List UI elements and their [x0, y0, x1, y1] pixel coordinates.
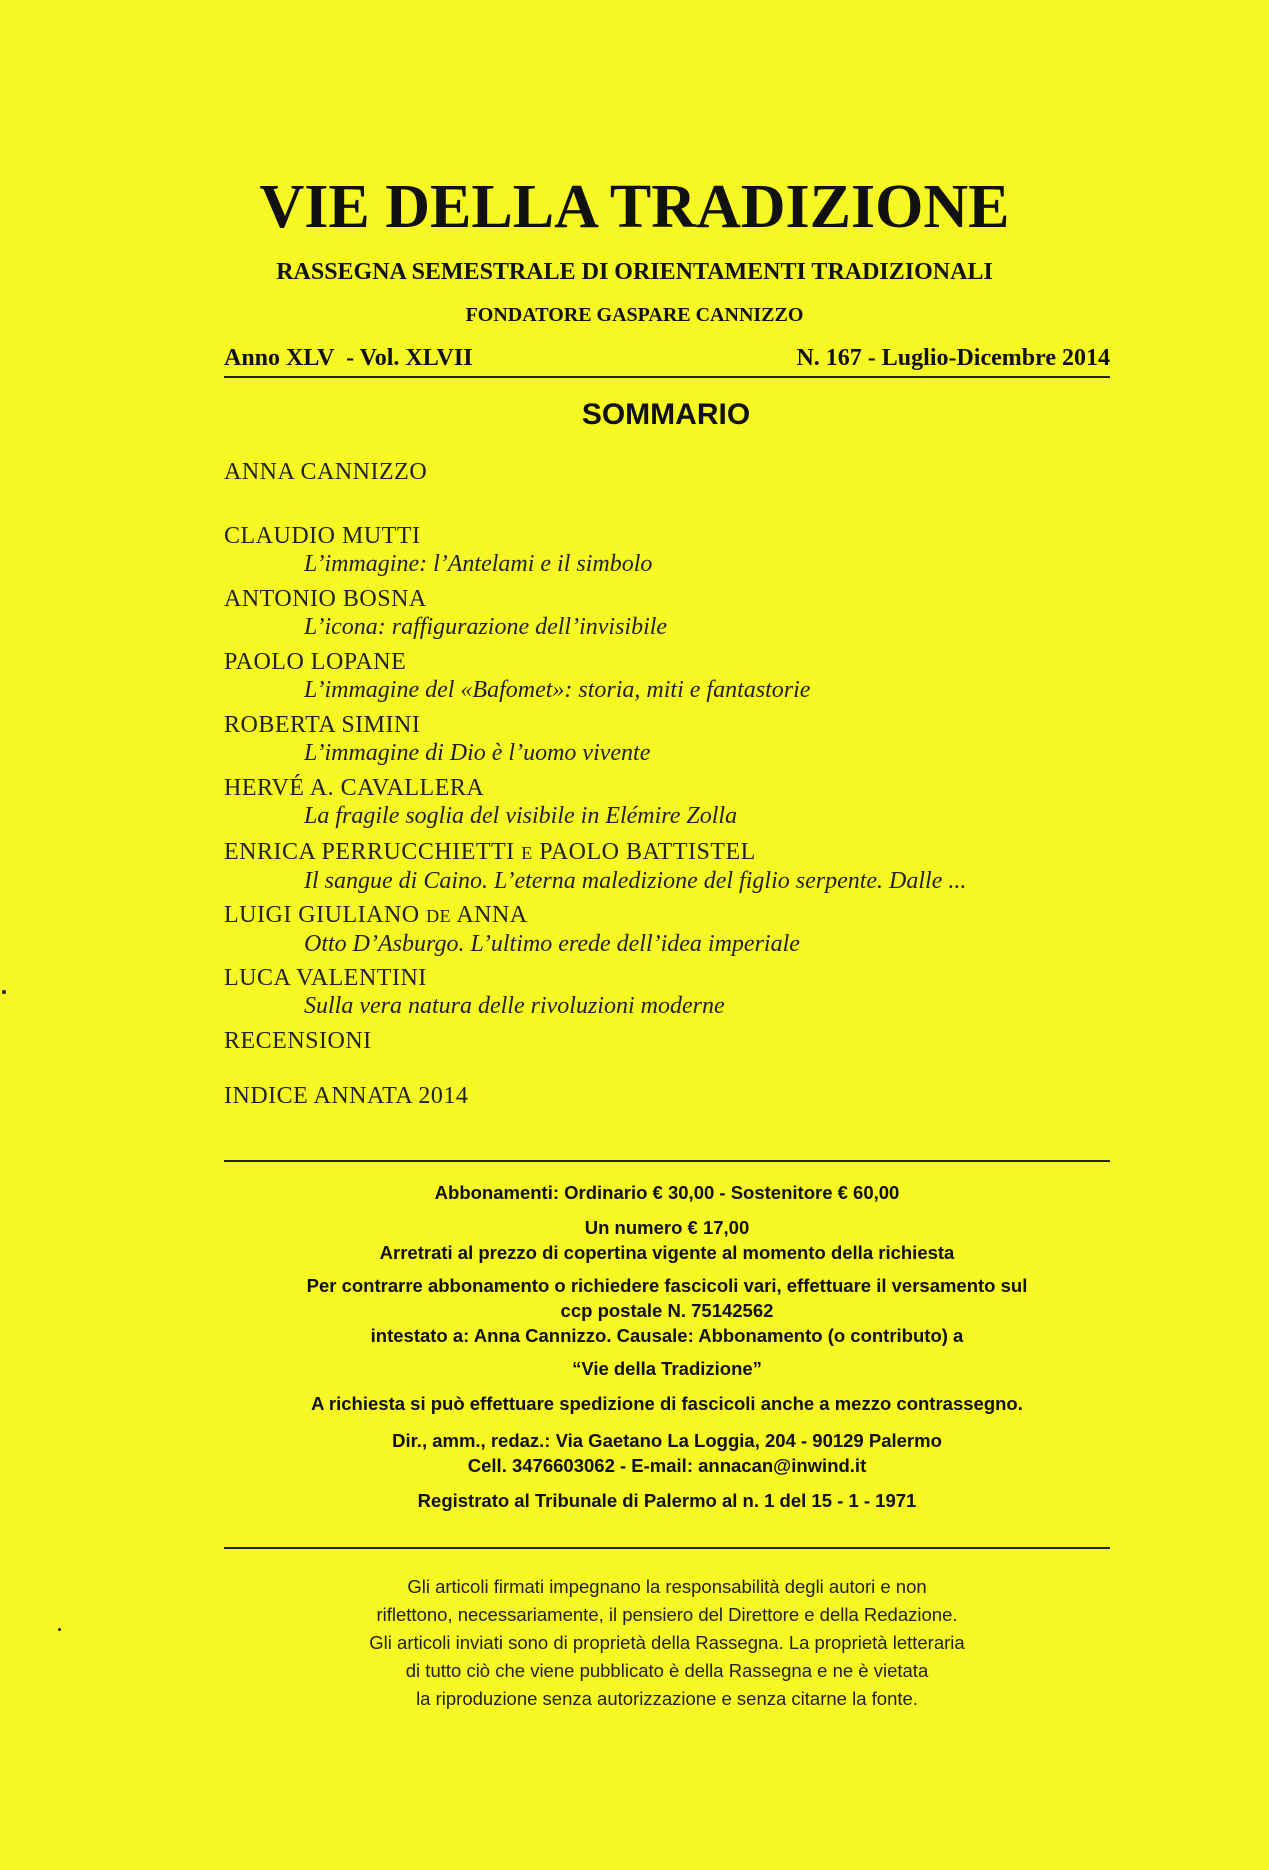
toc-author-second: ANNA — [456, 902, 528, 928]
volume-info: Anno XLV - Vol. XLVII — [224, 345, 473, 371]
disclaimer-line: Gli articoli firmati impegnano la responsabilità degli autori e non — [407, 1576, 927, 1597]
payment-instructions: Per contrarre abbonamento o richiedere fascicoli vari, effettuare il versamento sul — [306, 1275, 1028, 1296]
toc-author: LUCA VALENTINI — [224, 965, 427, 991]
toc-title: L’immagine di Dio è l’uomo vivente — [304, 740, 651, 766]
divider-top — [224, 1160, 1110, 1162]
toc-author-line — [224, 838, 1124, 867]
toc-entry — [224, 964, 1124, 1020]
sommario-heading: SOMMARIO — [581, 398, 751, 431]
postal-account: ccp postale N. 75142562 — [560, 1300, 774, 1321]
toc-entry — [224, 711, 1124, 767]
toc-author: CLAUDIO MUTTI — [224, 523, 421, 549]
editorial-address: Dir., amm., redaz.: Via Gaetano La Loggia, 204 - 90129 Palermo — [392, 1430, 942, 1451]
journal-founder: FONDATORE GASPARE CANNIZZO — [465, 304, 804, 326]
toc-author: INDICE ANNATA 2014 — [224, 1083, 469, 1109]
journal-subtitle: RASSEGNA SEMESTRALE DI ORIENTAMENTI TRADIZIONALI — [276, 259, 993, 285]
toc-title: L’immagine: l’Antelami e il simbolo — [304, 551, 653, 577]
toc-entry — [224, 1082, 1124, 1110]
disclaimer — [224, 1573, 1110, 1713]
toc-author: ANTONIO BOSNA — [224, 586, 427, 612]
toc-entry — [224, 901, 1124, 958]
toc-title: Otto D’Asburgo. L’ultimo erede dell’idea imperiale — [304, 931, 800, 957]
toc-entry — [224, 522, 1124, 578]
toc-author-line — [224, 901, 1124, 930]
toc-title: L’immagine del «Bafomet»: storia, miti e fantastorie — [304, 677, 811, 703]
toc-author: LUIGI GIULIANO — [224, 902, 420, 928]
toc-author-join: E — [521, 843, 533, 863]
single-issue-price: Un numero € 17,00 — [584, 1217, 750, 1238]
toc-entry — [224, 838, 1124, 895]
toc-entry — [224, 648, 1124, 704]
issue-line — [224, 345, 1110, 378]
toc-author: ANNA CANNIZZO — [224, 459, 428, 485]
shipping-note: A richiesta si può effettuare spedizione di fascicoli anche a mezzo contrassegno. — [311, 1393, 1023, 1414]
toc-title: L’icona: raffigurazione dell’invisibile — [304, 614, 668, 640]
account-holder: intestato a: Anna Cannizzo. Causale: Abbonamento (o contributo) a — [370, 1325, 964, 1346]
back-issues: Arretrati al prezzo di copertina vigente al momento della richiesta — [379, 1242, 955, 1263]
issue-info: N. 167 - Luglio-Dicembre 2014 — [796, 345, 1110, 371]
journal-title: VIE DELLA TRADIZIONE — [259, 173, 1010, 241]
disclaimer-line: di tutto ciò che viene pubblicato è della Rassegna e ne è vietata — [405, 1660, 929, 1681]
subscription-info — [224, 1180, 1110, 1513]
toc-title: Sulla vera natura delle rivoluzioni moderne — [304, 993, 725, 1019]
contact-info: Cell. 3476603062 - E-mail: annacan@inwind.it — [467, 1455, 867, 1476]
toc-author: RECENSIONI — [224, 1028, 372, 1054]
toc-title: Il sangue di Caino. L’eterna maledizione del figlio serpente. Dalle ... — [304, 868, 967, 894]
subscription-prices: Abbonamenti: Ordinario € 30,00 - Sostenitore € 60,00 — [434, 1182, 900, 1203]
disclaimer-line: Gli articoli inviati sono di proprietà della Rassegna. La proprietà letteraria — [369, 1632, 965, 1653]
toc-entry — [224, 1027, 1124, 1055]
toc-author-second: PAOLO BATTISTEL — [539, 839, 756, 865]
registration-info: Registrato al Tribunale di Palermo al n. 1 del 15 - 1 - 1971 — [417, 1490, 917, 1511]
toc-title: La fragile soglia del visibile in Elémire Zolla — [304, 803, 738, 829]
divider-bottom — [224, 1547, 1110, 1549]
toc-entry — [224, 458, 1124, 486]
toc-author: ROBERTA SIMINI — [224, 712, 421, 738]
toc-entry — [224, 585, 1124, 641]
toc-author-join: DE — [426, 906, 452, 926]
toc-entry — [224, 774, 1124, 830]
toc-author: PAOLO LOPANE — [224, 649, 407, 675]
disclaimer-line: la riproduzione senza autorizzazione e senza citarne la fonte. — [416, 1688, 918, 1709]
toc-author: ENRICA PERRUCCHIETTI — [224, 839, 515, 865]
journal-name-quote: “Vie della Tradizione” — [572, 1358, 762, 1379]
toc-author: HERVÉ A. CAVALLERA — [224, 775, 485, 801]
disclaimer-line: riflettono, necessariamente, il pensiero del Direttore e della Redazione. — [376, 1604, 958, 1625]
scan-speck — [58, 1628, 61, 1631]
scan-speck — [2, 990, 6, 994]
